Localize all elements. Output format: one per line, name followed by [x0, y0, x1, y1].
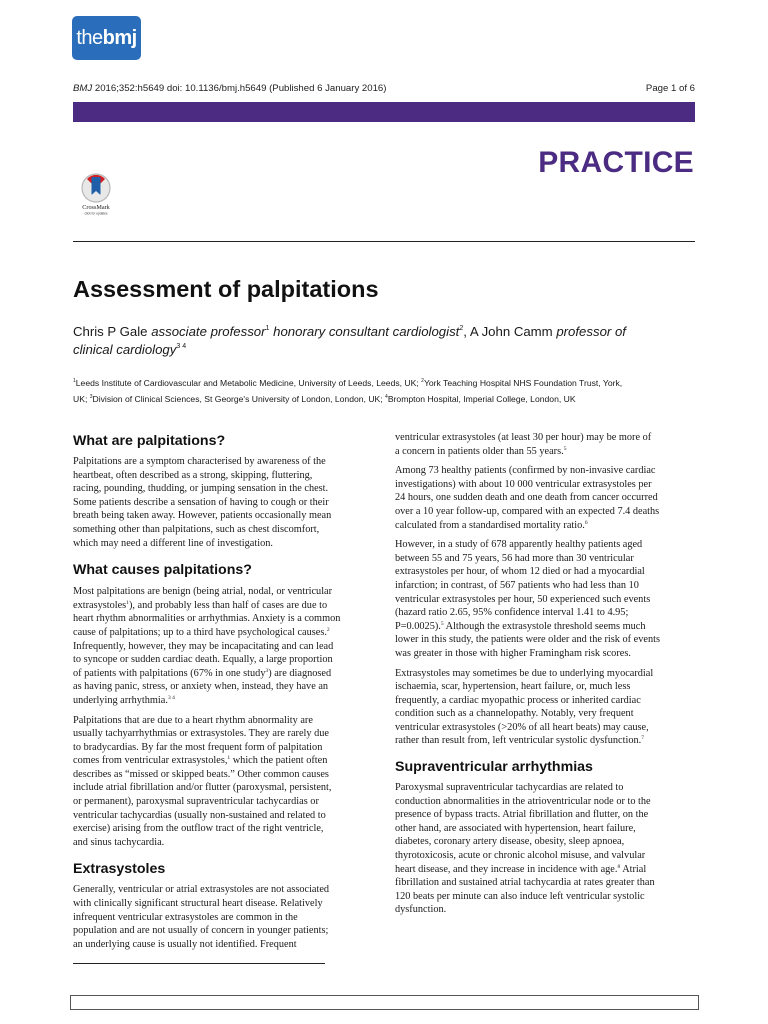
citation-ref[interactable]: 3 4 — [167, 694, 175, 701]
paragraph-causes-1: Most palpitations are benign (being atrial, nodal, or ventricular extrasystoles$^1$), and probably less than half of cases are due to heart rhythm abnormalities or arrhythmias. Anxiety is a common cause of palpitations; up to a third have psychological causes.$^2$ Infrequently, however, they may be incapacitating and can lead to syncope or sudden cardiac death. Equally, a large proportion of patients with palpitations (67% in one study$^3$) are diagnosed as having panic, stress, or anxiety when, instead, they have an underlying arrhythmia.$^{3 4}$ — [73, 586, 341, 706]
header-purple-bar — [73, 102, 695, 122]
page-number: Page 1 of 6 — [645, 83, 695, 94]
affiliation-marker: 4 — [385, 393, 388, 400]
footer-box — [70, 995, 699, 1010]
paragraph-underlying-causes: Extrasystoles may sometimes be due to underlying myocardial ischaemia, scar, hypertension, heart failure, or, much less frequently, a cardiac myopathic process or inherited cardiac condition such as a channelopathy. Notably, very frequent ventricular extrasystoles (>20% of all heart beats) may cause, rather than result from, left ventricular systolic dysfunction.$^7$ — [395, 667, 654, 747]
author-1-role-1: associate professor — [151, 324, 266, 339]
paragraph-extrasystoles: Generally, ventricular or atrial extrasystoles are not associated with clinically significant structural heart disease. Relatively infrequent ventricular extrasystoles are common in the population and are not usually of concern in younger patients; an underlying cause is usually not identified. Frequent — [73, 884, 330, 950]
affiliation-ref: 1 — [265, 325, 270, 332]
citation-ref[interactable]: 7 — [641, 735, 644, 742]
citation-line — [73, 83, 386, 94]
affiliation-text: Leeds Institute of Cardiovascular and Metabolic Medicine, University of Leeds, Leeds, UK; — [75, 378, 422, 388]
left-column — [73, 431, 375, 951]
paragraph-study-678: However, in a study of 678 apparently healthy patients aged between 55 and 75 years, 56 had more than 30 ventricular extrasystoles per hour, of whom 12 died or had a myocardial infarction; in contrast, of 567 patients who had less than 10 ventricular extrasystoles per hour, 50 experienced such events (hazard ratio 2.65, 95% confidence interval 1.41 to 4.95; P=0.0025).$^5$ Although the extrasystole threshold seems much lower in this study, the patients were older and the risk of events was greater in those with higher Framingham risk scores. — [395, 539, 660, 659]
author-2-role-line-1: professor of — [556, 324, 626, 339]
author-list — [73, 323, 698, 359]
crossmark-label: CrossMark — [82, 204, 110, 211]
citation-journal: BMJ — [73, 83, 93, 94]
affiliation-text: York Teaching Hospital NHS Foundation Trust, York, — [423, 378, 623, 388]
right-column — [395, 431, 697, 917]
paragraph-causes-2: Palpitations that are due to a heart rhythm abnormality are usually tachyarrhythmias or extrasystoles. They are rarely due to bradycardias. By far the most frequent form of palpitation comes from ventricular extrasystoles,$^1$ which the patient often describes as “missed or skipped beats.” Other common causes include atrial fibrillation and/or flutter (paroxysmal, persistent, or permanent), paroxysmal supraventricular tachycardias or ventricular tachycardias (usually non-sustained and related to exercise) arising from the outflow tract of the right ventricle, and sinus tachycardia. — [73, 714, 332, 848]
affiliation-marker: 1 — [73, 378, 76, 384]
author-2-name: , A John Camm — [463, 324, 557, 339]
affiliation-marker: 3 — [89, 393, 93, 400]
author-2-role-line-2: clinical cardiology — [73, 342, 177, 357]
bmj-logo[interactable] — [72, 16, 141, 60]
citation-ref[interactable]: 1 — [126, 599, 129, 606]
logo-prefix: the — [76, 27, 103, 49]
heading-extrasystoles: Extrasystoles — [73, 861, 166, 878]
affiliation-text: UK; — [73, 393, 90, 404]
citation-ref[interactable]: 8 — [617, 863, 621, 870]
citation-ref[interactable]: 5 — [563, 445, 567, 452]
paragraph-healthy-patients: Among 73 healthy patients (confirmed by non-invasive cardiac investigations) with about 10 000 ventricular extrasystoles per 24 hours, one sudden death and one death from cancer occurred over a 10 year follow-up, compared with an expected 7.4 deaths calculated from a standardised mortality ratio.$^6$ — [395, 465, 660, 531]
affiliation-text: Division of Clinical Sciences, St George's University of London, London, UK; — [92, 393, 386, 404]
crossmark-sublabel: click for updates — [84, 211, 108, 216]
citation-ref[interactable]: 1 — [227, 755, 231, 762]
citation-ref[interactable]: 5 — [440, 620, 444, 627]
affiliation-ref: 2 — [459, 325, 464, 332]
header-rule — [73, 241, 695, 242]
section-label: PRACTICE — [538, 146, 694, 179]
affiliations — [73, 376, 698, 407]
author-1-name: Chris P Gale — [73, 324, 152, 339]
heading-what-are-palpitations: What are palpitations? — [73, 433, 226, 449]
article-title: Assessment of palpitations — [73, 276, 379, 302]
paragraph-what-are-palpitations: Palpitations are a symptom characterised by awareness of the heartbeat, often described as a strong, skipping, fluttering, racing, pounding, thudding, or jumping sensation in the chest. Some patients describe a sensation of having to cough or their breath being taken away. However, patients occasionally mean something other than palpitations, such as chest discomfort, which may need a different line of investigation. — [73, 456, 332, 549]
heading-supraventricular-arrhythmias: Supraventricular arrhythmias — [395, 759, 593, 776]
logo-brand: bmj — [102, 27, 137, 49]
citation-details: 2016;352:h5649 doi: 10.1136/bmj.h5649 (Published 6 January 2016) — [92, 83, 387, 94]
citation-ref[interactable]: 3 — [265, 667, 269, 674]
affiliation-ref: 3 4 — [176, 343, 187, 350]
footnote-rule — [73, 963, 325, 964]
paragraph-continued: ventricular extrasystoles (at least 30 per hour) may be more of a concern in patients older than 55 years.$^5$ — [395, 432, 652, 457]
author-1-role-2: honorary consultant cardiologist — [273, 324, 460, 339]
citation-ref[interactable]: 6 — [584, 519, 588, 526]
citation-ref[interactable]: 2 — [326, 626, 330, 633]
heading-what-causes-palpitations: What causes palpitations? — [73, 562, 252, 579]
paragraph-supraventricular: Paroxysmal supraventricular tachycardias are related to conduction abnormalities in the atrioventricular node or to the presence of bypass tracts. Atrial fibrillation and flutter, on the other hand, are associated with hypertension, heart failure, diabetes, coronary artery disease, obesity, sleep apnoea, thyrotoxicosis, acute or chronic alcohol misuse, and valvular heart disease, and they increase in incidence with age.$^8$ Atrial fibrillation and sustained atrial tachycardia at rates greater than 120 beats per minute can also induce left ventricular systolic dysfunction. — [395, 782, 655, 916]
affiliation-marker: 2 — [421, 378, 424, 384]
crossmark-icon[interactable] — [76, 172, 116, 216]
affiliation-text: Brompton Hospital, Imperial College, London, UK — [387, 393, 576, 404]
